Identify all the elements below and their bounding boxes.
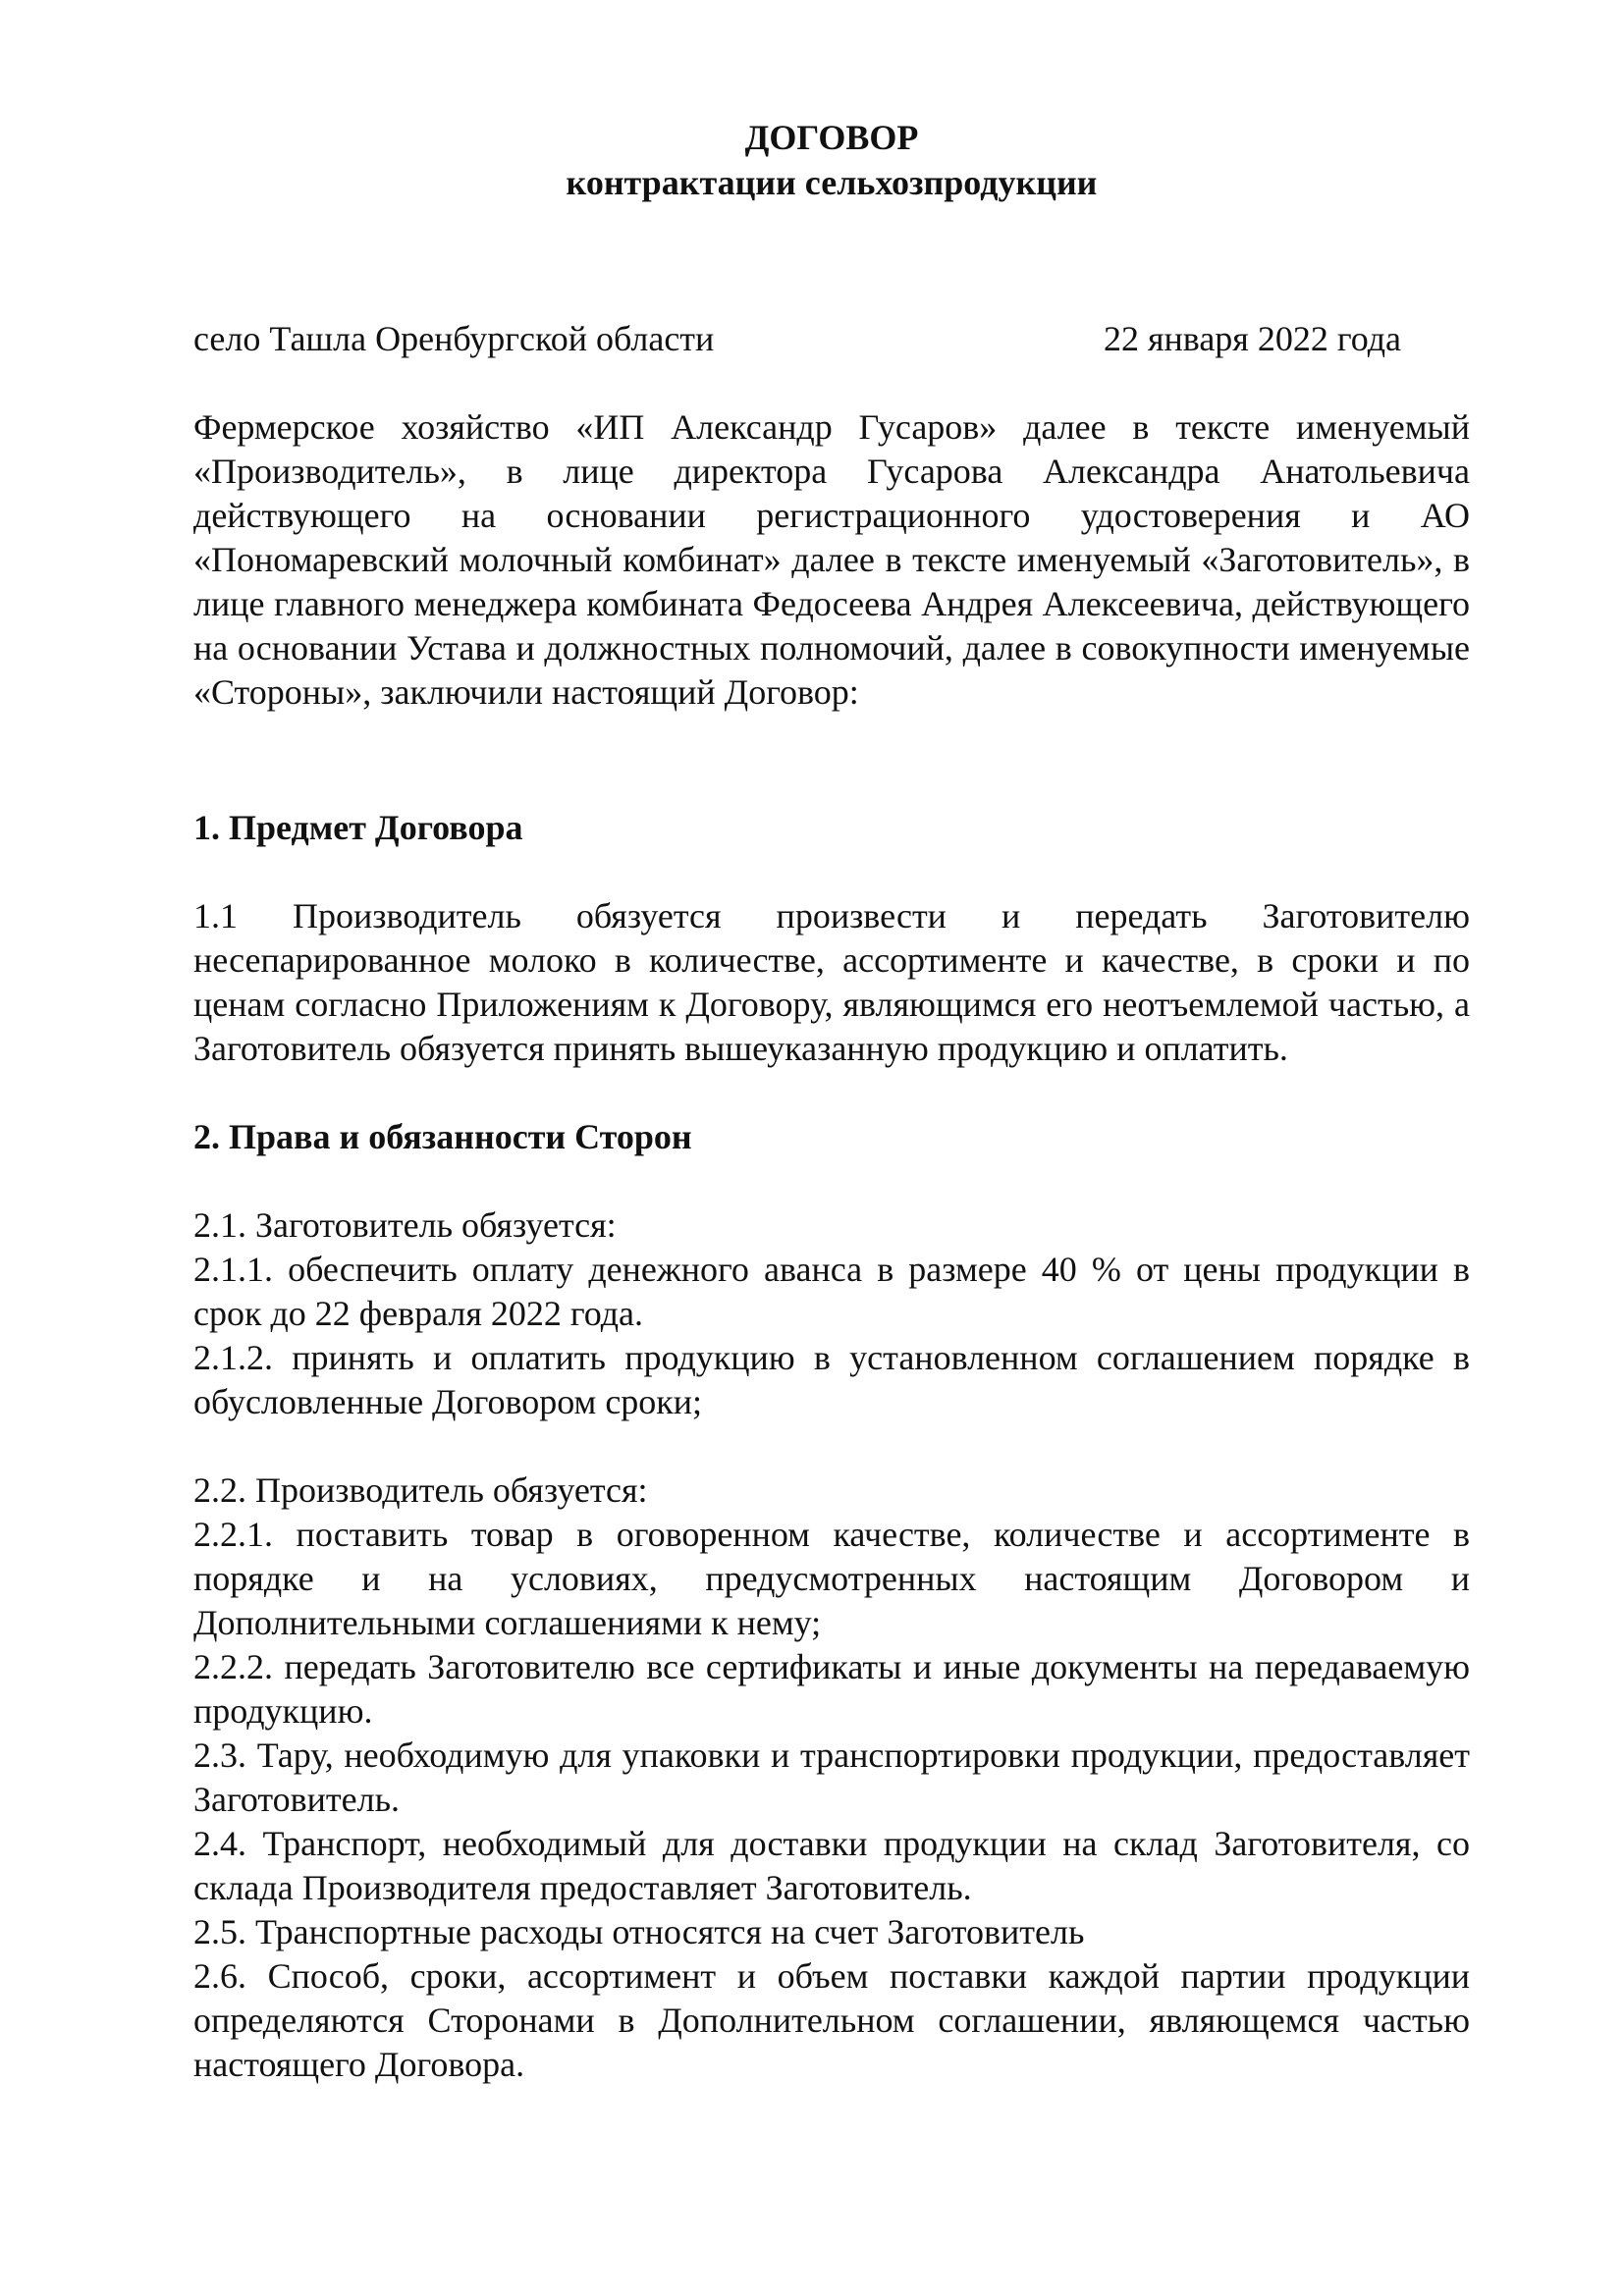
document-title: ДОГОВОР [744, 118, 919, 157]
clause-2-1-2: 2.1.2. принять и оплатить продукцию в установленном соглашением порядке в обусловленные Договором сроки; [193, 1338, 1470, 1421]
intro-paragraph: Фермерское хозяйство «ИП Александр Гусаров» далее в тексте именуемый «Производитель», в лице директора Гусарова Александра Анатольевича действующего на основании регистрационного удостоверения и АО «Пономаревский молочный комбинат» далее в тексте именуемый «Заготовитель», в лице главного менеджера комбината Федосеева Андрея Алексеевича, действующего на основании Устава и должностных полномочий, далее в совокупности именуемые «Стороны», заключили настоящий Договор: [193, 407, 1470, 712]
clause-2-2-1: 2.2.1. поставить товар в оговоренном качестве, количестве и ассортименте в порядке и на условиях, предусмотренных настоящим Договором и Дополнительными соглашениями к нему; [193, 1515, 1470, 1642]
section-1-heading: 1. Предмет Договора [193, 808, 523, 847]
clause-2-3: 2.3. Тару, необходимую для упаковки и транспортировки продукции, предоставляет Заготовитель. [193, 1735, 1470, 1819]
section-2-heading: 2. Права и обязанности Сторон [193, 1117, 692, 1156]
document-title-block [193, 115, 1470, 205]
document-subtitle: контрактации сельхозпродукции [566, 163, 1098, 202]
place-date-line [193, 317, 1470, 361]
clause-2-6: 2.6. Способ, сроки, ассортимент и объем поставки каждой партии продукции определяются Сторонами в Дополнительном соглашении, являющемся частью настоящего Договора. [193, 1956, 1470, 2084]
document-body [193, 115, 1470, 2087]
clause-2-1-1: 2.1.1. обеспечить оплату денежного аванса в размере 40 % от цены продукции в срок до 22 февраля 2022 года. [193, 1250, 1470, 1333]
clause-2-5: 2.5. Транспортные расходы относятся на счет Заготовитель [193, 1912, 1085, 1951]
contract-date: 22 января 2022 года [1103, 319, 1401, 358]
clause-2-2-2: 2.2.2. передать Заготовителю все сертификаты и иные документы на передаваемую продукцию. [193, 1647, 1470, 1731]
clause-2-4: 2.4. Транспорт, необходимый для доставки продукции на склад Заготовителя, со склада Производителя предоставляет Заготовитель. [193, 1824, 1470, 1907]
clause-2-2: 2.2. Производитель обязуется: [193, 1470, 648, 1510]
contract-place: село Ташла Оренбургской области [193, 319, 715, 358]
clause-2-1: 2.1. Заготовитель обязуется: [193, 1205, 617, 1245]
clause-1-1: 1.1 Производитель обязуется произвести и передать Заготовителю несепарированное молоко в количестве, ассортименте и качестве, в сроки и по ценам согласно Приложениям к Договору, являющимся его неотъемлемой частью, а Заготовитель обязуется принять вышеуказанную продукцию и оплатить. [193, 896, 1470, 1068]
